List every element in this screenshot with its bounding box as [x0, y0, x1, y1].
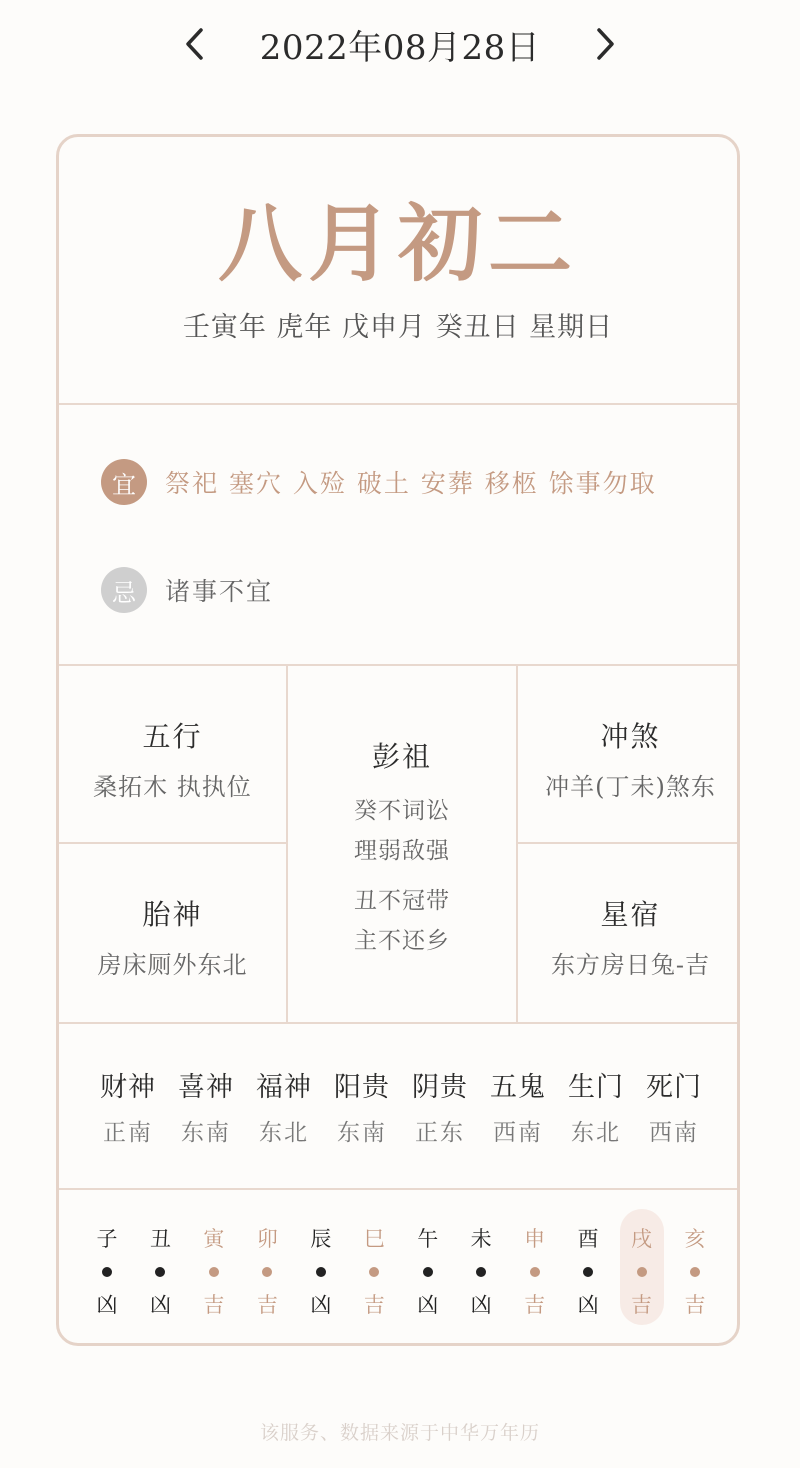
pengzu-title: 彭祖 [371, 740, 432, 773]
ganzhi-info: 壬寅年 虎年 戊申月 癸丑日 星期日 [182, 312, 614, 343]
wuxing-cell [59, 715, 286, 802]
chongsha-value: 冲羊(丁未)煞东 [545, 773, 716, 801]
hour-name: 未 [470, 1227, 492, 1251]
xingxiu-title: 星宿 [600, 898, 661, 931]
hour-luck-dot-icon [102, 1267, 112, 1277]
taishen-cell [59, 893, 286, 980]
pengzu-cell [288, 735, 516, 961]
god-name: 死门 [646, 1072, 702, 1103]
god-item [557, 1065, 635, 1147]
god-direction: 正东 [415, 1120, 465, 1146]
hour-luck-dot-icon [530, 1267, 540, 1277]
hour-luck-dot-icon [423, 1267, 433, 1277]
hour-luck-dot-icon [262, 1267, 272, 1277]
pengzu-line: 理弱敌强 [354, 838, 450, 864]
hour-name: 戌 [631, 1227, 653, 1251]
hour-item-current[interactable] [620, 1209, 664, 1325]
god-name: 福神 [256, 1072, 312, 1103]
hour-item[interactable] [192, 1209, 236, 1325]
hour-luck-row [85, 1209, 717, 1325]
hour-item[interactable] [513, 1209, 557, 1325]
god-direction: 东南 [337, 1120, 387, 1146]
hour-luck: 吉 [524, 1293, 546, 1317]
chevron-right-icon [595, 27, 617, 61]
hour-luck-dot-icon [583, 1267, 593, 1277]
hour-item[interactable] [406, 1209, 450, 1325]
hour-luck-dot-icon [316, 1267, 326, 1277]
divider [59, 1188, 737, 1190]
taishen-title: 胎神 [142, 898, 203, 931]
hour-name: 亥 [684, 1227, 706, 1251]
divider [59, 403, 737, 405]
ji-row [101, 566, 273, 614]
chongsha-cell [518, 715, 740, 802]
god-direction: 东北 [259, 1120, 309, 1146]
wuxing-title: 五行 [142, 720, 203, 753]
god-direction: 西南 [493, 1120, 543, 1146]
hour-luck: 凶 [470, 1293, 492, 1317]
god-direction: 东北 [571, 1120, 621, 1146]
taishen-value: 房床厕外东北 [97, 951, 248, 979]
next-day-button[interactable] [584, 22, 628, 66]
god-name: 生门 [568, 1072, 624, 1103]
hour-name: 申 [524, 1227, 546, 1251]
pengzu-line: 丑不冠带 [354, 888, 450, 914]
god-direction: 西南 [649, 1120, 699, 1146]
divider [59, 1022, 737, 1024]
god-item [635, 1065, 713, 1147]
xingxiu-cell [518, 893, 740, 980]
god-item [245, 1065, 323, 1147]
almanac-card [56, 134, 740, 1346]
hour-name: 子 [96, 1227, 118, 1251]
hour-luck-dot-icon [369, 1267, 379, 1277]
god-item [167, 1065, 245, 1147]
pengzu-line: 癸不词讼 [354, 798, 450, 824]
ji-text: 诸事不宜 [165, 577, 274, 606]
wuxing-value: 桑拓木 执执位 [93, 773, 252, 801]
hour-name: 午 [417, 1227, 439, 1251]
hour-luck: 吉 [203, 1293, 225, 1317]
hour-luck: 吉 [631, 1293, 653, 1317]
god-name: 财神 [100, 1072, 156, 1103]
hour-name: 寅 [203, 1227, 225, 1251]
hour-luck-dot-icon [476, 1267, 486, 1277]
divider [518, 842, 740, 844]
hour-name: 巳 [363, 1227, 385, 1251]
hour-luck: 凶 [577, 1293, 599, 1317]
date-navigation [0, 0, 800, 92]
data-source-footer: 该服务、数据来源于中华万年历 [259, 1422, 540, 1444]
yi-row [101, 458, 657, 506]
xingxiu-value: 东方房日兔-吉 [550, 951, 711, 979]
hour-item[interactable] [85, 1209, 129, 1325]
hour-item[interactable] [459, 1209, 503, 1325]
lunar-date: 八月初二 [217, 194, 578, 293]
god-direction: 东南 [181, 1120, 231, 1146]
god-direction: 正南 [103, 1120, 153, 1146]
yi-badge: 宜 [101, 459, 147, 505]
god-item [401, 1065, 479, 1147]
hour-luck-dot-icon [155, 1267, 165, 1277]
god-item [479, 1065, 557, 1147]
hour-item[interactable] [352, 1209, 396, 1325]
hour-name: 辰 [310, 1227, 332, 1251]
hour-item[interactable] [299, 1209, 343, 1325]
hour-luck: 凶 [310, 1293, 332, 1317]
hour-luck: 吉 [363, 1293, 385, 1317]
god-name: 阴贵 [412, 1072, 468, 1103]
god-name: 五鬼 [490, 1072, 546, 1103]
hour-luck-dot-icon [209, 1267, 219, 1277]
pengzu-line: 主不还乡 [354, 928, 450, 954]
god-name: 喜神 [178, 1072, 234, 1103]
hour-luck: 凶 [149, 1293, 171, 1317]
hour-luck: 凶 [417, 1293, 439, 1317]
hour-luck: 吉 [256, 1293, 278, 1317]
hour-item[interactable] [245, 1209, 289, 1325]
chevron-left-icon [183, 27, 205, 61]
ji-badge: 忌 [101, 567, 147, 613]
solar-date-title[interactable]: 2022年08月28日 [259, 28, 541, 68]
chongsha-title: 冲煞 [600, 720, 661, 753]
god-item [89, 1065, 167, 1147]
hour-name: 酉 [577, 1227, 599, 1251]
god-name: 阳贵 [334, 1072, 390, 1103]
prev-day-button[interactable] [172, 22, 216, 66]
hour-name: 卯 [256, 1227, 278, 1251]
hour-luck-dot-icon [637, 1267, 647, 1277]
god-item [323, 1065, 401, 1147]
divider [59, 842, 288, 844]
yi-text: 祭祀 塞穴 入殓 破土 安葬 移柩 馀事勿取 [165, 469, 657, 498]
hour-luck: 吉 [684, 1293, 706, 1317]
hour-item[interactable] [138, 1209, 182, 1325]
divider [59, 664, 737, 666]
hour-item[interactable] [566, 1209, 610, 1325]
hour-luck-dot-icon [690, 1267, 700, 1277]
hour-item[interactable] [673, 1209, 717, 1325]
hour-luck: 凶 [96, 1293, 118, 1317]
hour-name: 丑 [149, 1227, 171, 1251]
gods-directions [89, 1065, 713, 1147]
